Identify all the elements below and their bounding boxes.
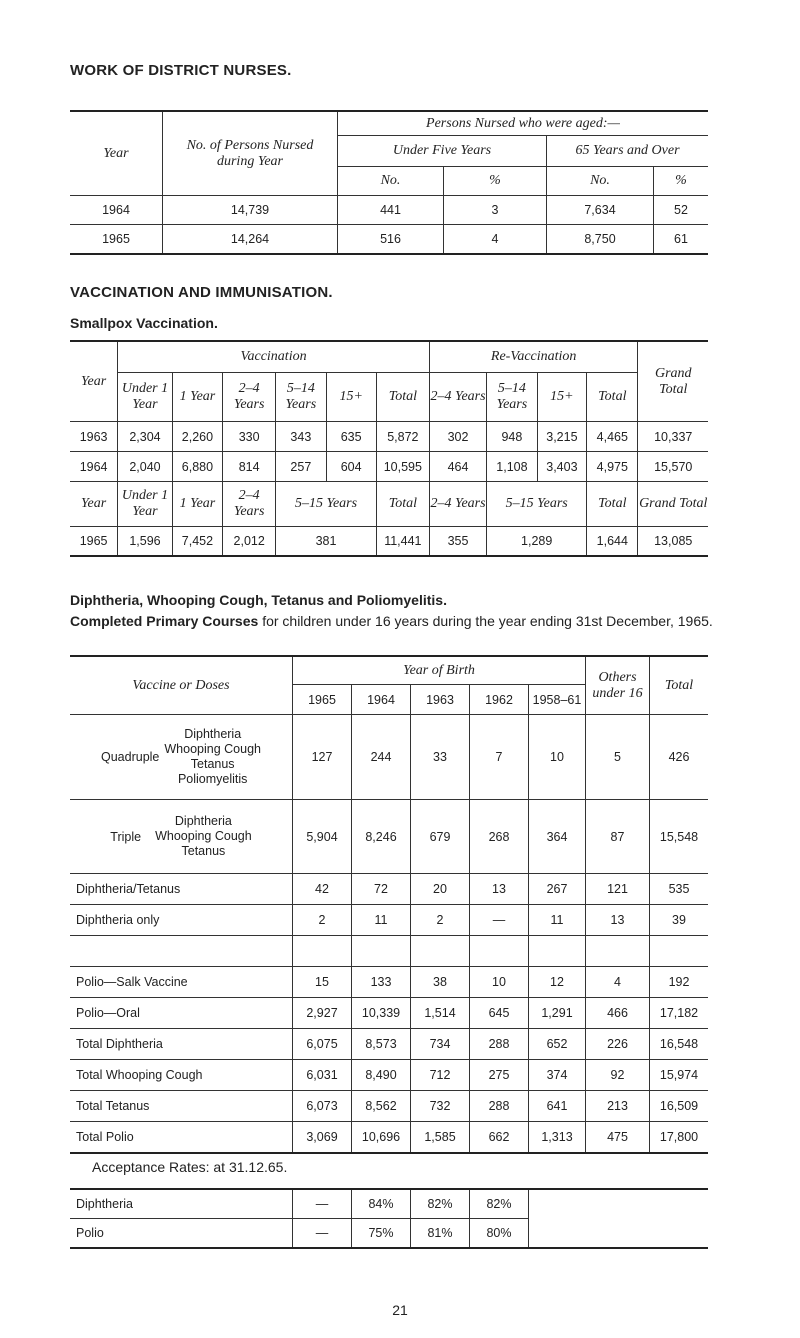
subheader-cell: Under 1 Year [118, 482, 172, 527]
paragraph-bold: Completed Primary Courses [70, 613, 259, 629]
header-others: Others under 16 [586, 656, 650, 715]
table-row [70, 225, 708, 255]
table-row [70, 715, 708, 800]
table-row [70, 1091, 708, 1122]
table-row [70, 874, 708, 905]
cell: 6,880 [172, 452, 222, 482]
cell: 288 [470, 1091, 529, 1122]
cell: 1,514 [411, 998, 470, 1029]
cell [352, 936, 411, 967]
header-grand-total: Grand Total [638, 341, 708, 422]
col-header: 2–4 Years [429, 373, 486, 422]
cell: 4 [444, 225, 547, 255]
table-row [70, 800, 708, 874]
header-no: No. [338, 167, 444, 196]
cell: 652 [529, 1029, 586, 1060]
cell: 275 [470, 1060, 529, 1091]
cell: 641 [529, 1091, 586, 1122]
cell: 226 [586, 1029, 650, 1060]
table-row [70, 1122, 708, 1154]
header-pct: % [654, 167, 709, 196]
cell: 3,403 [537, 452, 587, 482]
header-pct: % [444, 167, 547, 196]
year-header: 1964 [352, 685, 411, 715]
cell: 13,085 [638, 527, 708, 557]
cell: 15,548 [650, 800, 709, 874]
list-item: Diphtheria [184, 727, 242, 741]
header-no: No. [547, 167, 654, 196]
col-header: 15+ [537, 373, 587, 422]
row-label: Polio—Salk Vaccine [70, 967, 293, 998]
table-row [70, 196, 708, 225]
row-label [70, 936, 293, 967]
cell: 4 [586, 967, 650, 998]
paragraph-text: for children under 16 years during the year ending 31st December, 1965. [262, 613, 713, 629]
cell: 7,452 [172, 527, 222, 557]
subheader-cell: Year [70, 482, 118, 527]
cell: 267 [529, 874, 586, 905]
cell: 734 [411, 1029, 470, 1060]
cell: 288 [470, 1029, 529, 1060]
header-year-of-birth: Year of Birth [293, 656, 586, 685]
cell: 8,246 [352, 800, 411, 874]
cell: 75% [352, 1219, 411, 1249]
col-header: Under 1 Year [118, 373, 172, 422]
col-header: 5–14 Years [276, 373, 326, 422]
header-vaccine: Vaccine or Doses [70, 656, 293, 715]
table-row [70, 998, 708, 1029]
cell: 33 [411, 715, 470, 800]
cell: 1965 [70, 225, 163, 255]
subheader-cell: 5–15 Years [276, 482, 377, 527]
subheader-cell: 2–4 Years [223, 482, 276, 527]
cell: 662 [470, 1122, 529, 1154]
cell: 374 [529, 1060, 586, 1091]
cell: 17,800 [650, 1122, 709, 1154]
cell: 1,289 [487, 527, 587, 557]
cell [586, 936, 650, 967]
list-item: Diphtheria [174, 814, 232, 828]
blank-cell [529, 1189, 709, 1248]
cell: 81% [411, 1219, 470, 1249]
cell: 364 [529, 800, 586, 874]
cell: 1,585 [411, 1122, 470, 1154]
list-item: Whooping Cough [155, 829, 252, 843]
cell: 16,509 [650, 1091, 709, 1122]
cell: 61 [654, 225, 709, 255]
col-header: 15+ [326, 373, 376, 422]
cell: 732 [411, 1091, 470, 1122]
cell [411, 936, 470, 967]
cell: 10,696 [352, 1122, 411, 1154]
cell: 4,465 [587, 422, 638, 452]
year-header: 1963 [411, 685, 470, 715]
cell: 42 [293, 874, 352, 905]
cell: 82% [411, 1189, 470, 1219]
cell: 645 [470, 998, 529, 1029]
cell: 10 [470, 967, 529, 998]
cell: 1,644 [587, 527, 638, 557]
cell: 11 [529, 905, 586, 936]
cell: 1,596 [118, 527, 172, 557]
cell: 3,215 [537, 422, 587, 452]
completed-courses-table [70, 655, 708, 1154]
cell: 475 [586, 1122, 650, 1154]
list-item: Tetanus [190, 757, 235, 771]
cell: 84% [352, 1189, 411, 1219]
cell: 712 [411, 1060, 470, 1091]
subheader-cell: Total [376, 482, 429, 527]
cell: 244 [352, 715, 411, 800]
cell: 52 [654, 196, 709, 225]
cell: 1965 [70, 527, 118, 557]
col-header: 2–4 Years [223, 373, 276, 422]
cell: 15,974 [650, 1060, 709, 1091]
cell: 5 [586, 715, 650, 800]
year-header: 1962 [470, 685, 529, 715]
list-item: Poliomyelitis [177, 772, 248, 786]
year-header: 1958–61 [529, 685, 586, 715]
cell: 8,750 [547, 225, 654, 255]
cell: 948 [487, 422, 537, 452]
header-persons-aged: Persons Nursed who were aged:— [338, 111, 709, 136]
cell: 192 [650, 967, 709, 998]
cell: 11 [352, 905, 411, 936]
cell: 441 [338, 196, 444, 225]
cell: — [293, 1189, 352, 1219]
cell: 2 [293, 905, 352, 936]
cell [470, 936, 529, 967]
cell: 16,548 [650, 1029, 709, 1060]
list-item: Whooping Cough [164, 742, 261, 756]
acceptance-heading: Acceptance Rates: at 31.12.65. [92, 1159, 288, 1175]
cell: 426 [650, 715, 709, 800]
diphtheria-heading: Diphtheria, Whooping Cough, Tetanus and Poliomyelitis. [70, 592, 447, 608]
smallpox-heading: Smallpox Vaccination. [70, 315, 218, 331]
row-label: Diphtheria/Tetanus [70, 874, 293, 905]
quadruple-label-cell [70, 715, 293, 800]
cell: 635 [326, 422, 376, 452]
table-row [70, 422, 708, 452]
header-revaccination: Re-Vaccination [429, 341, 638, 373]
completed-courses-paragraph [70, 612, 750, 630]
triple-label-cell [70, 800, 293, 874]
cell: 3,069 [293, 1122, 352, 1154]
cell: 6,073 [293, 1091, 352, 1122]
cell: 516 [338, 225, 444, 255]
header-under-five: Under Five Years [338, 136, 547, 167]
cell: 12 [529, 967, 586, 998]
table-row [70, 452, 708, 482]
cell: 1,108 [487, 452, 537, 482]
cell: 213 [586, 1091, 650, 1122]
vaccination-heading: VACCINATION AND IMMUNISATION. [70, 284, 333, 301]
cell: 10,339 [352, 998, 411, 1029]
cell: Polio [70, 1219, 293, 1249]
cell: 14,739 [163, 196, 338, 225]
cell: 72 [352, 874, 411, 905]
cell: 2,304 [118, 422, 172, 452]
table-row [70, 936, 708, 967]
cell: 39 [650, 905, 709, 936]
subheader-cell: 2–4 Years [429, 482, 486, 527]
cell: 268 [470, 800, 529, 874]
cell: 604 [326, 452, 376, 482]
cell: 302 [429, 422, 486, 452]
cell: 6,075 [293, 1029, 352, 1060]
page-title: WORK OF DISTRICT NURSES. [70, 62, 292, 79]
cell: 1964 [70, 196, 163, 225]
cell: 2,012 [223, 527, 276, 557]
row-label: Total Polio [70, 1122, 293, 1154]
cell: 8,490 [352, 1060, 411, 1091]
cell: 127 [293, 715, 352, 800]
cell: 381 [276, 527, 377, 557]
cell: — [470, 905, 529, 936]
cell [650, 936, 709, 967]
row-label: Diphtheria only [70, 905, 293, 936]
cell: 464 [429, 452, 486, 482]
cell: 2,040 [118, 452, 172, 482]
col-header: Total [376, 373, 429, 422]
col-header: 5–14 Years [487, 373, 537, 422]
cell: 133 [352, 967, 411, 998]
page-number: 21 [392, 1302, 408, 1318]
cell: 8,573 [352, 1029, 411, 1060]
cell: 466 [586, 998, 650, 1029]
cell: 355 [429, 527, 486, 557]
year-header: 1965 [293, 685, 352, 715]
header-vaccination: Vaccination [118, 341, 430, 373]
quadruple-label: Quadruple [101, 750, 160, 764]
cell: 17,182 [650, 998, 709, 1029]
row-label: Total Diphtheria [70, 1029, 293, 1060]
table-row [70, 967, 708, 998]
cell: 5,872 [376, 422, 429, 452]
list-item: Tetanus [181, 844, 226, 858]
table-row [70, 1029, 708, 1060]
cell: 330 [223, 422, 276, 452]
cell: 15 [293, 967, 352, 998]
row-label: Total Whooping Cough [70, 1060, 293, 1091]
row-label: Polio—Oral [70, 998, 293, 1029]
cell: 1964 [70, 452, 118, 482]
cell: 679 [411, 800, 470, 874]
cell: 814 [223, 452, 276, 482]
table-row [70, 1060, 708, 1091]
table-row [70, 527, 708, 557]
cell: 20 [411, 874, 470, 905]
cell: 343 [276, 422, 326, 452]
cell: 13 [586, 905, 650, 936]
table-row [70, 905, 708, 936]
subheader-cell: Grand Total [638, 482, 708, 527]
cell: 535 [650, 874, 709, 905]
subheader-cell: Total [587, 482, 638, 527]
cell: 4,975 [587, 452, 638, 482]
cell: 121 [586, 874, 650, 905]
table-row [70, 1189, 708, 1219]
cell: 14,264 [163, 225, 338, 255]
smallpox-table [70, 340, 708, 557]
cell: 10,337 [638, 422, 708, 452]
cell: 1,313 [529, 1122, 586, 1154]
cell: Diphtheria [70, 1189, 293, 1219]
cell: 1963 [70, 422, 118, 452]
cell: — [293, 1219, 352, 1249]
acceptance-table [70, 1188, 708, 1249]
cell: 7,634 [547, 196, 654, 225]
cell [293, 936, 352, 967]
triple-label: Triple [110, 829, 142, 844]
cell: 3 [444, 196, 547, 225]
header-65-over: 65 Years and Over [547, 136, 709, 167]
cell: 2,260 [172, 422, 222, 452]
col-header: 1 Year [172, 373, 222, 422]
cell: 87 [586, 800, 650, 874]
cell: 80% [470, 1219, 529, 1249]
cell: 2 [411, 905, 470, 936]
cell: 1,291 [529, 998, 586, 1029]
header-persons-nursed: No. of Persons Nursed during Year [163, 111, 338, 196]
cell: 7 [470, 715, 529, 800]
cell [529, 936, 586, 967]
cell: 82% [470, 1189, 529, 1219]
cell: 10,595 [376, 452, 429, 482]
header-year: Year [70, 111, 163, 196]
header-total: Total [650, 656, 709, 715]
cell: 10 [529, 715, 586, 800]
row-label: Total Tetanus [70, 1091, 293, 1122]
subheader-cell: 1 Year [172, 482, 222, 527]
cell: 15,570 [638, 452, 708, 482]
cell: 5,904 [293, 800, 352, 874]
col-header: Total [587, 373, 638, 422]
subheader-cell: 5–15 Years [487, 482, 587, 527]
district-nurses-table [70, 110, 708, 255]
cell: 92 [586, 1060, 650, 1091]
cell: 8,562 [352, 1091, 411, 1122]
cell: 2,927 [293, 998, 352, 1029]
cell: 6,031 [293, 1060, 352, 1091]
cell: 257 [276, 452, 326, 482]
cell: 11,441 [376, 527, 429, 557]
cell: 13 [470, 874, 529, 905]
cell: 38 [411, 967, 470, 998]
header-year: Year [70, 341, 118, 422]
